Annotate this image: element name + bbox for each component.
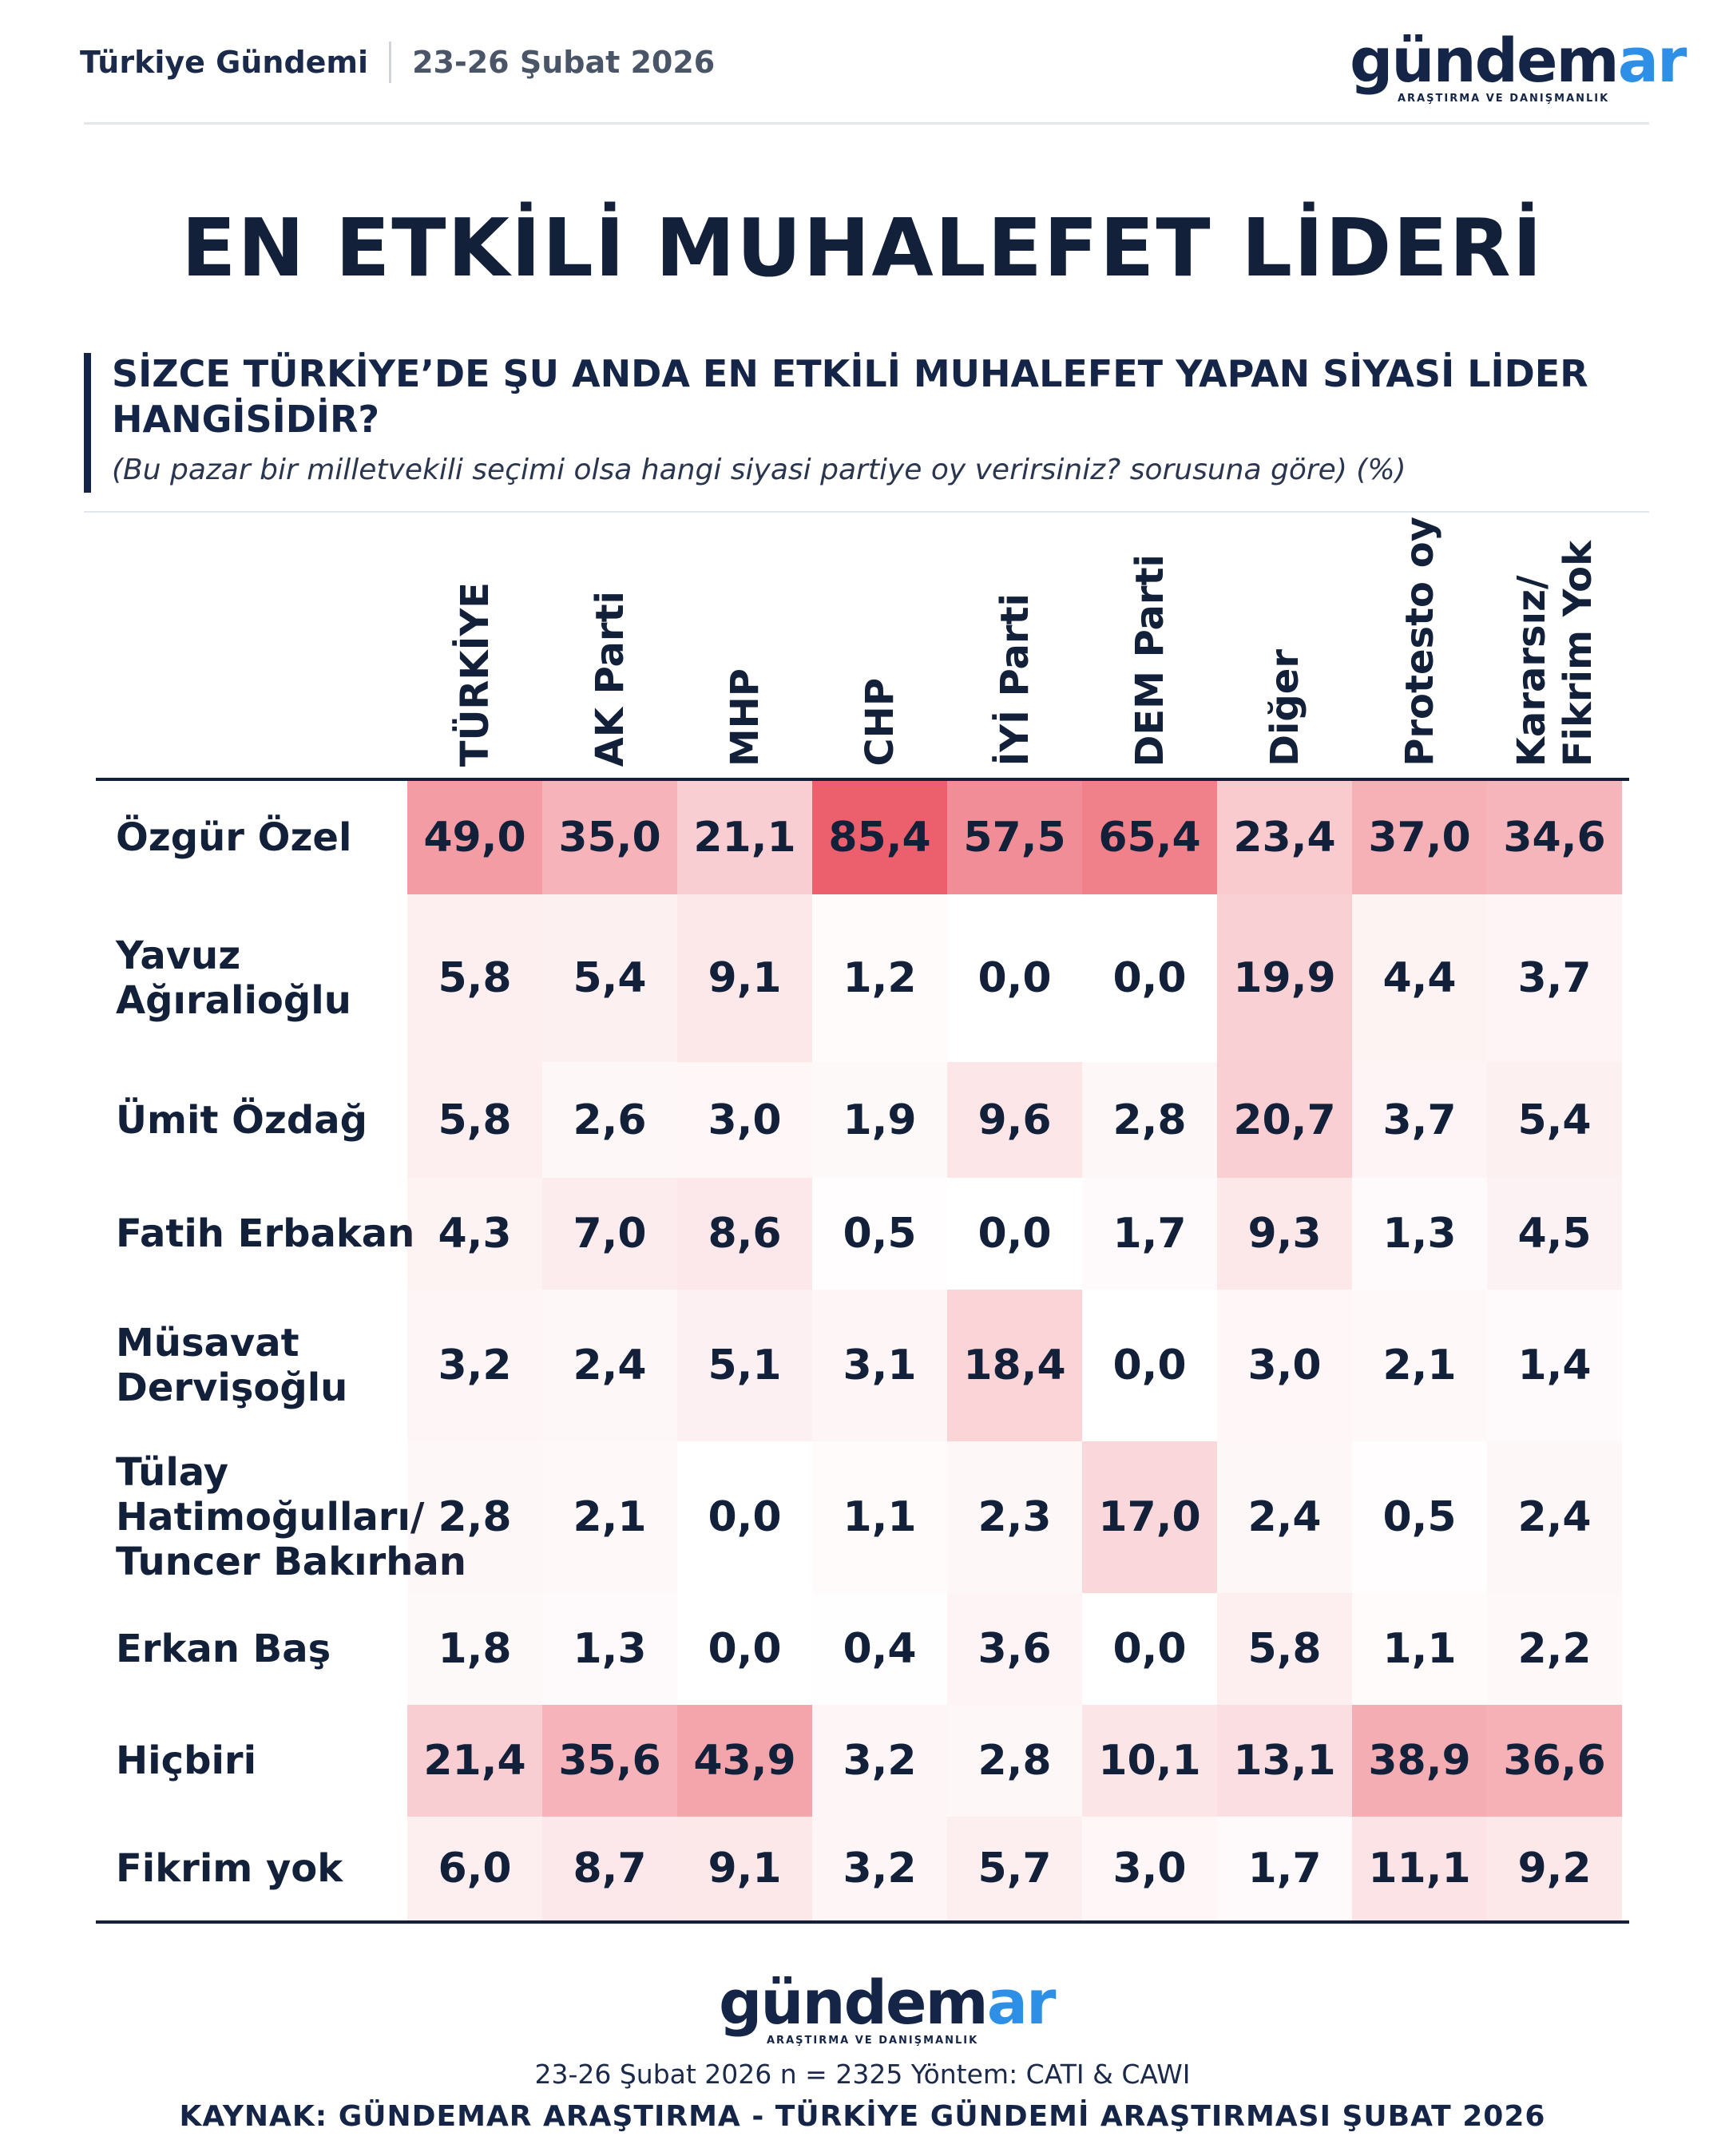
table-cell: 21,1	[677, 781, 812, 894]
logo-subtitle: ARAŞTIRMA VE DANIŞMANLIK	[767, 2035, 979, 2047]
column-header-line: Diğer	[1262, 649, 1307, 767]
row-label	[116, 1178, 414, 1290]
table-cell: 10,1	[1082, 1705, 1217, 1817]
row-label-line: Ağıralioğlu	[116, 978, 351, 1023]
row-label-line: Fikrim yok	[116, 1846, 343, 1891]
table-cell: 3,2	[407, 1290, 542, 1441]
table-cell: 9,1	[677, 1817, 812, 1920]
table-cell: 5,1	[677, 1290, 812, 1441]
table-cell: 0,0	[978, 954, 1052, 1002]
table-cell: 5,8	[407, 1062, 542, 1178]
column-header-label	[1127, 554, 1173, 767]
table-cell: 35,6	[542, 1705, 677, 1817]
table-cell: 5,8	[1217, 1593, 1352, 1705]
column-header-line: CHP	[857, 678, 902, 767]
logo-word: gündem	[1350, 25, 1618, 96]
logo-subtitle: ARAŞTIRMA VE DANIŞMANLIK	[1398, 93, 1610, 105]
row-label-line: Erkan Baş	[116, 1627, 331, 1671]
row-label-line: Özgür Özel	[116, 815, 352, 860]
table-cell: 1,3	[1352, 1178, 1487, 1290]
table-cell: 35,0	[542, 781, 677, 894]
table-cell: 0,0	[1112, 1625, 1187, 1673]
column-header-label	[452, 582, 498, 767]
table-cell: 0,0	[708, 1625, 782, 1673]
table-cell: 2,2	[1487, 1593, 1622, 1705]
table-cell: 57,5	[947, 781, 1082, 894]
column-header-label	[857, 678, 903, 767]
column-header-line: Kararsız/	[1509, 575, 1554, 767]
table-cell: 5,8	[407, 894, 542, 1062]
table-cell: 9,3	[1217, 1178, 1352, 1290]
table-cell: 3,2	[812, 1705, 947, 1817]
table-cell: 5,7	[947, 1817, 1082, 1920]
table-cell: 38,9	[1352, 1705, 1487, 1817]
row-label	[116, 894, 351, 1062]
row-label	[116, 1817, 343, 1920]
table-cell: 0,5	[843, 1210, 917, 1258]
column-header-line: Protesto oy	[1397, 517, 1442, 767]
row-label-line: Müsavat	[116, 1321, 299, 1365]
table-cell: 3,0	[1217, 1290, 1352, 1441]
table-cell: 49,0	[407, 781, 542, 894]
column-header-label	[722, 668, 768, 767]
table-top-rule	[96, 778, 1629, 781]
column-header	[677, 527, 812, 767]
column-header-line: TÜRKİYE	[452, 581, 498, 767]
column-header-label	[587, 591, 633, 767]
row-label-line: Tuncer Bakırhan	[116, 1540, 466, 1584]
table-cell: 1,7	[1217, 1817, 1352, 1920]
row-label	[116, 1290, 347, 1441]
header-bar	[80, 42, 715, 83]
row-label	[116, 1593, 331, 1705]
table-cell: 20,7	[1217, 1062, 1352, 1178]
table-cell: 1,8	[407, 1593, 542, 1705]
row-label-line: Fatih Erbakan	[116, 1211, 415, 1256]
section-rule	[84, 511, 1649, 513]
table-cell: 36,6	[1487, 1705, 1622, 1817]
table-cell: 23,4	[1217, 781, 1352, 894]
question-text: SİZCE TÜRKİYE’DE ŞU ANDA EN ETKİLİ MUHALEFET YAPAN SİYASİ LİDER HANGİSİDİR?	[112, 352, 1588, 441]
table-cell: 2,4	[1217, 1441, 1352, 1593]
table-cell: 3,6	[947, 1593, 1082, 1705]
table-cell: 18,4	[947, 1290, 1082, 1441]
table-cell: 6,0	[407, 1817, 542, 1920]
table-cell: 9,2	[1487, 1817, 1622, 1920]
table-cell: 13,1	[1217, 1705, 1352, 1817]
column-header-line: DEM Parti	[1127, 553, 1172, 767]
row-label-line: Yavuz	[116, 933, 241, 978]
table-cell: 34,6	[1487, 781, 1622, 894]
column-header	[1082, 527, 1217, 767]
table-cell: 19,9	[1217, 894, 1352, 1062]
column-header	[407, 527, 542, 767]
row-label-line: Tülay	[116, 1450, 228, 1495]
header-divider	[389, 42, 391, 83]
table-cell: 2,8	[947, 1705, 1082, 1817]
column-header	[1352, 517, 1487, 767]
question-note: (Bu pazar bir milletvekili seçimi olsa hangi siyasi partiye oy verirsiniz? sorusuna göre) (%)	[112, 454, 1406, 486]
row-label	[116, 781, 351, 894]
column-header-line: İYİ Parti	[992, 593, 1037, 767]
table-cell: 5,4	[1487, 1062, 1622, 1178]
table-cell: 2,8	[1082, 1062, 1217, 1178]
table-cell: 2,6	[542, 1062, 677, 1178]
table-cell: 0,4	[843, 1625, 917, 1673]
table-cell: 21,4	[407, 1705, 542, 1817]
table-cell: 4,3	[407, 1178, 542, 1290]
table-cell: 5,4	[542, 894, 677, 1062]
row-label-line: Dervişoğlu	[116, 1365, 348, 1410]
row-label-line: Hatimoğulları/	[116, 1495, 425, 1540]
table-cell: 2,1	[542, 1441, 677, 1593]
table-cell: 2,4	[542, 1290, 677, 1441]
table-cell: 0,5	[1382, 1493, 1457, 1541]
source-line: KAYNAK: GÜNDEMAR ARAŞTIRMA - TÜRKİYE GÜNDEMİ ARAŞTIRMASI ŞUBAT 2026	[179, 2100, 1546, 2133]
survey-name: Türkiye Gündemi	[80, 45, 369, 80]
column-header-line: Fikrim Yok	[1555, 540, 1600, 767]
table-cell: 4,5	[1487, 1178, 1622, 1290]
column-header	[542, 527, 677, 767]
table-cell: 2,3	[947, 1441, 1082, 1593]
column-header	[1487, 527, 1622, 767]
row-label-line: Ümit Özdağ	[116, 1097, 367, 1143]
table-cell: 17,0	[1082, 1441, 1217, 1593]
table-cell: 9,6	[947, 1062, 1082, 1178]
row-label	[116, 1062, 367, 1178]
table-cell: 3,1	[812, 1290, 947, 1441]
column-header-label	[1509, 541, 1601, 767]
row-label	[116, 1705, 256, 1817]
table-cell: 3,0	[1082, 1817, 1217, 1920]
table-cell: 0,0	[978, 1210, 1052, 1258]
table-bottom-rule	[96, 1920, 1629, 1924]
table-cell: 7,0	[542, 1178, 677, 1290]
table-cell: 3,2	[812, 1817, 947, 1920]
table-cell: 43,9	[677, 1705, 812, 1817]
table-cell: 8,6	[677, 1178, 812, 1290]
table-cell: 3,7	[1487, 894, 1622, 1062]
logo-accent: ar	[986, 1967, 1055, 2038]
table-cell: 1,1	[1352, 1593, 1487, 1705]
brand-logo-bottom	[719, 1967, 1055, 2047]
survey-meta: 23-26 Şubat 2026 n = 2325 Yöntem: CATI & CAWI	[534, 2059, 1191, 2090]
column-header	[947, 527, 1082, 767]
table-cell: 3,0	[677, 1062, 812, 1178]
table-cell: 0,0	[1112, 954, 1187, 1002]
column-header-label	[1397, 517, 1443, 767]
brand-logo-top	[1350, 25, 1686, 105]
table-cell: 1,2	[812, 894, 947, 1062]
table-cell: 85,4	[812, 781, 947, 894]
table-cell: 3,7	[1352, 1062, 1487, 1178]
table-cell: 2,1	[1352, 1290, 1487, 1441]
table-cell: 1,7	[1082, 1178, 1217, 1290]
row-label-line: Hiçbiri	[116, 1738, 257, 1783]
question-accent-bar	[84, 353, 91, 493]
table-cell: 1,4	[1487, 1290, 1622, 1441]
table-cell: 9,1	[677, 894, 812, 1062]
table-cell: 65,4	[1082, 781, 1217, 894]
table-cell: 4,4	[1352, 894, 1487, 1062]
logo-word: gündem	[719, 1967, 987, 2038]
column-header-label	[992, 593, 1038, 767]
table-cell: 1,1	[812, 1441, 947, 1593]
table-cell: 0,0	[1112, 1342, 1187, 1389]
column-header	[1217, 527, 1352, 767]
table-cell: 37,0	[1352, 781, 1487, 894]
table-cell: 2,8	[407, 1441, 542, 1593]
survey-date: 23-26 Şubat 2026	[412, 45, 716, 80]
table-cell: 11,1	[1352, 1817, 1487, 1920]
column-header-line: AK Parti	[587, 590, 632, 767]
page-title: EN ETKİLİ MUHALEFET LİDERİ	[181, 201, 1544, 295]
logo-accent: ar	[1617, 25, 1686, 96]
table-cell: 8,7	[542, 1817, 677, 1920]
table-cell: 2,4	[1487, 1441, 1622, 1593]
column-header-line: MHP	[722, 668, 767, 767]
table-cell: 0,0	[708, 1493, 782, 1541]
header-rule	[84, 122, 1649, 125]
table-cell: 1,3	[542, 1593, 677, 1705]
column-header-label	[1262, 649, 1308, 767]
table-cell: 1,9	[812, 1062, 947, 1178]
column-header	[812, 527, 947, 767]
